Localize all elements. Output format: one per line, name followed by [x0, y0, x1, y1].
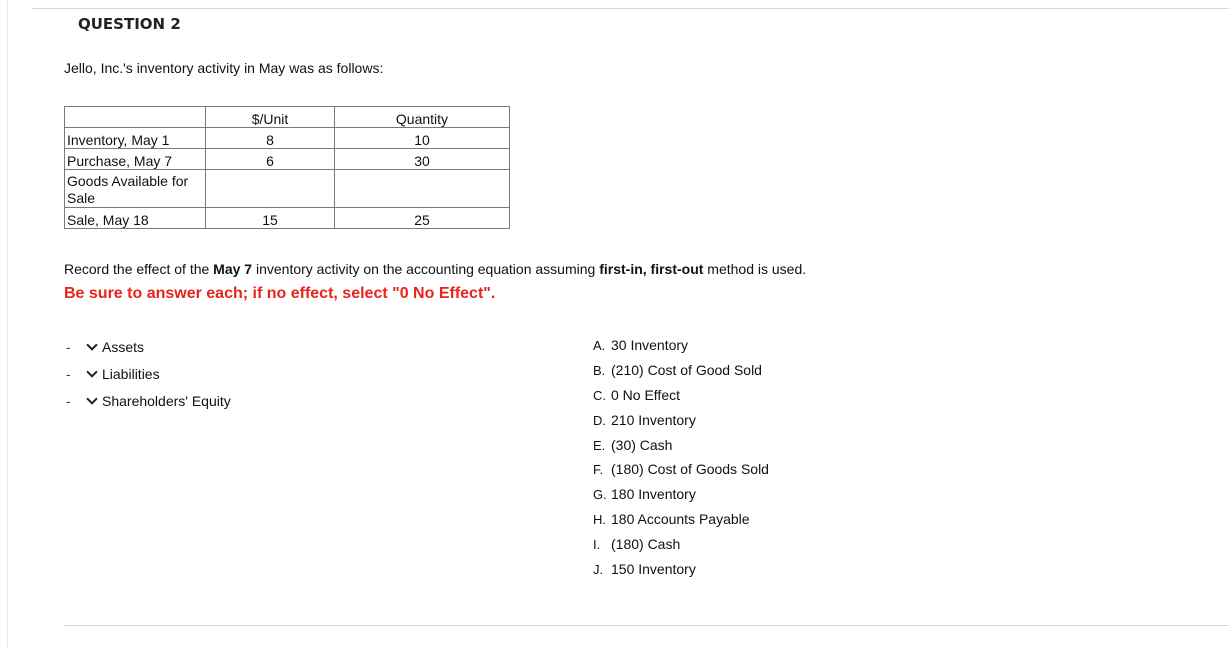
match-row-liabilities — [66, 366, 160, 382]
row-quantity — [335, 170, 510, 208]
option-text: 180 Accounts Payable — [611, 511, 750, 527]
option-letter: C. — [593, 388, 606, 403]
match-dropdown[interactable] — [88, 399, 96, 403]
row-label: Goods Available for Sale — [65, 170, 206, 208]
top-divider — [32, 8, 1229, 9]
record-bold-method: first-in, first-out — [599, 261, 704, 277]
header-cell-label — [65, 107, 206, 128]
question-intro: Jello, Inc.'s inventory activity in May was as follows: — [64, 60, 384, 76]
warning-text: Be sure to answer each; if no effect, select "0 No Effect". — [64, 285, 496, 302]
bottom-divider — [64, 625, 1229, 626]
option-letter: D. — [593, 413, 606, 428]
option-text: (30) Cash — [611, 437, 673, 453]
left-border — [7, 0, 8, 649]
option-text: (180) Cost of Goods Sold — [611, 461, 769, 477]
row-unit: 6 — [206, 149, 335, 170]
inventory-table — [64, 106, 510, 229]
question-title: QUESTION 2 — [78, 15, 181, 33]
record-text: inventory activity on the accounting equation assuming — [252, 261, 600, 277]
row-quantity: 30 — [335, 149, 510, 170]
header-cell-unit: $/Unit — [206, 107, 335, 128]
row-unit: 8 — [206, 128, 335, 149]
option-letter: I. — [593, 537, 601, 552]
match-label: Liabilities — [102, 366, 160, 382]
match-dropdown[interactable] — [88, 372, 96, 376]
record-instruction — [64, 261, 806, 277]
option-text: 180 Inventory — [611, 486, 696, 502]
table-row — [65, 149, 510, 170]
chevron-down-icon — [86, 393, 97, 404]
answer-option — [593, 461, 769, 477]
option-text: 150 Inventory — [611, 561, 696, 577]
row-label: Sale, May 18 — [65, 208, 206, 229]
row-label: Purchase, May 7 — [65, 149, 206, 170]
record-text: method is used. — [703, 261, 807, 277]
option-letter: B. — [593, 363, 606, 378]
match-row-equity — [66, 393, 231, 409]
row-unit: 15 — [206, 208, 335, 229]
option-letter: J. — [593, 562, 604, 577]
answer-option — [593, 561, 696, 577]
match-label: Shareholders' Equity — [102, 393, 231, 409]
match-selected-value: - — [66, 393, 71, 409]
answer-option — [593, 387, 680, 403]
table-row — [65, 128, 510, 149]
match-dropdown[interactable] — [88, 345, 96, 349]
answer-option — [593, 437, 672, 453]
chevron-down-icon — [86, 339, 97, 350]
table-row — [65, 170, 510, 208]
option-text: (210) Cost of Good Sold — [611, 362, 762, 378]
option-letter: A. — [593, 338, 606, 353]
header-cell-quantity: Quantity — [335, 107, 510, 128]
chevron-down-icon — [86, 366, 97, 377]
option-letter: E. — [593, 438, 606, 453]
match-selected-value: - — [66, 366, 71, 382]
row-unit — [206, 170, 335, 208]
answer-option — [593, 511, 750, 527]
record-bold-date: May 7 — [213, 261, 253, 277]
option-text: (180) Cash — [611, 536, 681, 552]
option-text: 30 Inventory — [611, 337, 689, 353]
table-header-row — [65, 107, 510, 128]
option-text: 0 No Effect — [611, 387, 681, 403]
row-quantity: 10 — [335, 128, 510, 149]
answer-option — [593, 536, 680, 552]
answer-option — [593, 486, 696, 502]
match-row-assets — [66, 339, 144, 355]
answer-option — [593, 412, 696, 428]
row-label: Inventory, May 1 — [65, 128, 206, 149]
option-letter: F. — [593, 462, 604, 477]
match-selected-value: - — [66, 339, 71, 355]
answer-option — [593, 362, 762, 378]
option-text: 210 Inventory — [611, 412, 696, 428]
option-letter: H. — [593, 512, 606, 527]
option-letter: G. — [593, 487, 607, 502]
table-row — [65, 208, 510, 229]
record-text: Record the effect of the — [64, 261, 214, 277]
row-quantity: 25 — [335, 208, 510, 229]
match-label: Assets — [102, 339, 145, 355]
answer-option — [593, 337, 688, 353]
